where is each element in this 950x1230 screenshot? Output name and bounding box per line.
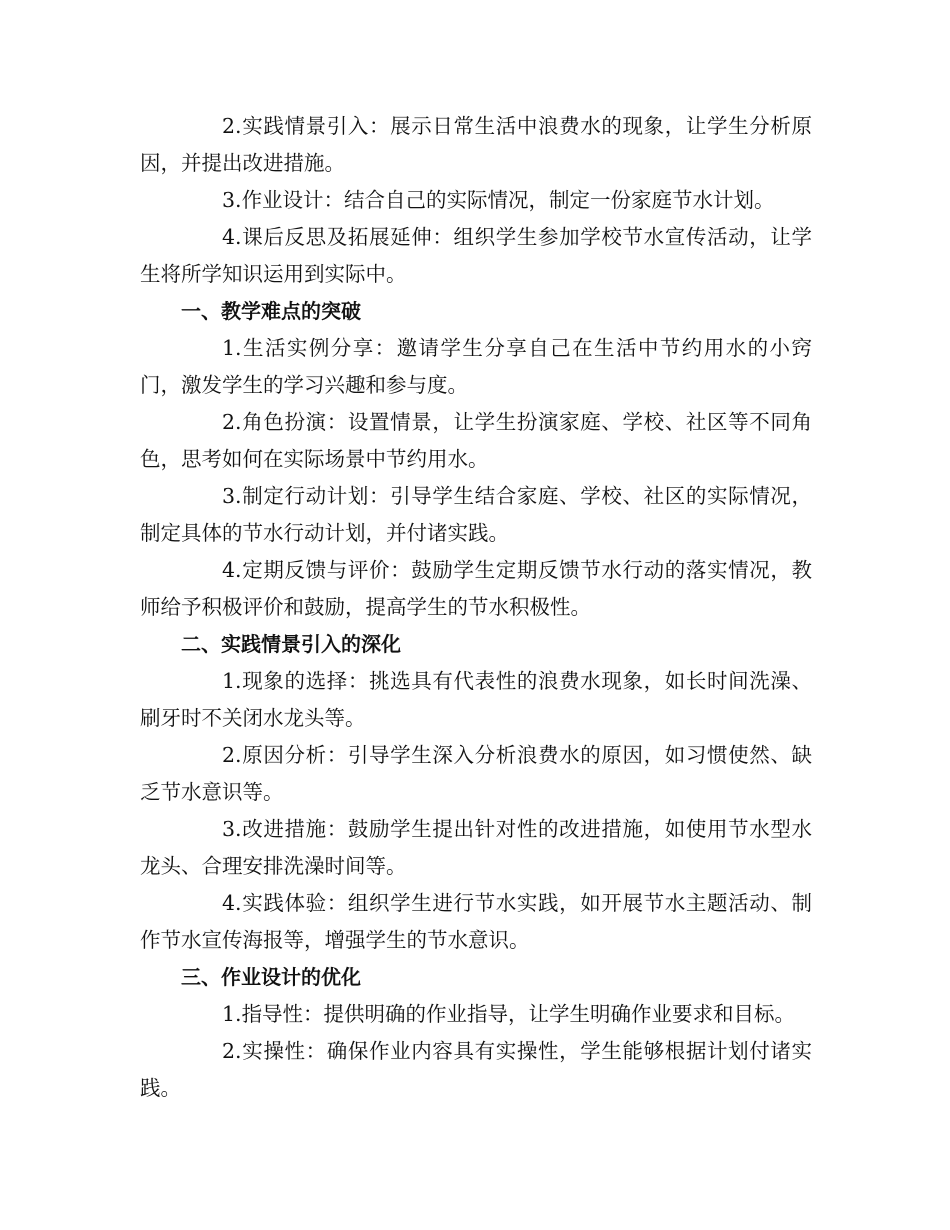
item-text: 实操性：确保作业内容具有实操性，学生能够根据计划付诸实践。 [140, 1039, 812, 1100]
item-text: 实践体验：组织学生进行节水实践，如开展节水主题活动、制作节水宣传海报等，增强学生的节水意识。 [140, 891, 812, 952]
item-number: 2. [222, 114, 242, 138]
item-number: 3. [222, 817, 242, 841]
paragraph [140, 811, 812, 885]
paragraph [140, 478, 812, 552]
section-heading: 一、教学难点的突破 [181, 299, 361, 323]
item-number: 2. [222, 410, 242, 434]
paragraph [140, 1033, 812, 1107]
paragraph [140, 182, 812, 219]
section-heading: 三、作业设计的优化 [181, 965, 361, 989]
item-number: 2. [222, 1039, 242, 1063]
paragraph [140, 219, 812, 293]
item-text: 生活实例分享：邀请学生分享自己在生活中节约用水的小窍门，激发学生的学习兴趣和参与度。 [140, 336, 812, 397]
item-text: 制定行动计划：引导学生结合家庭、学校、社区的实际情况，制定具体的节水行动计划，并付诸实践。 [140, 484, 812, 545]
item-number: 4. [222, 225, 242, 249]
item-number: 2. [222, 743, 242, 767]
paragraph [140, 552, 812, 626]
paragraph [140, 885, 812, 959]
item-text: 实践情景引入：展示日常生活中浪费水的现象，让学生分析原因，并提出改进措施。 [140, 114, 812, 175]
item-number: 1. [222, 1002, 242, 1026]
item-number: 4. [222, 558, 242, 582]
paragraph [140, 108, 812, 182]
document-body [140, 108, 812, 1107]
item-number: 1. [222, 336, 242, 360]
paragraph [140, 330, 812, 404]
item-text: 指导性：提供明确的作业指导，让学生明确作业要求和目标。 [241, 1002, 796, 1026]
paragraph [140, 996, 812, 1033]
paragraph [140, 737, 812, 811]
item-text: 定期反馈与评价：鼓励学生定期反馈节水行动的落实情况，教师给予积极评价和鼓励，提高学生的节水积极性。 [140, 558, 812, 619]
item-text: 现象的选择：挑选具有代表性的浪费水现象，如长时间洗澡、刷牙时不关闭水龙头等。 [140, 669, 812, 730]
item-number: 1. [222, 669, 242, 693]
item-text: 改进措施：鼓励学生提出针对性的改进措施，如使用节水型水龙头、合理安排洗澡时间等。 [140, 817, 812, 878]
item-text: 作业设计：结合自己的实际情况，制定一份家庭节水计划。 [241, 188, 775, 212]
paragraph [140, 663, 812, 737]
item-number: 3. [222, 484, 242, 508]
item-text: 原因分析：引导学生深入分析浪费水的原因，如习惯使然、缺乏节水意识等。 [140, 743, 812, 804]
item-text: 课后反思及拓展延伸：组织学生参加学校节水宣传活动，让学生将所学知识运用到实际中。 [140, 225, 812, 286]
item-number: 4. [222, 891, 242, 915]
item-number: 3. [222, 188, 242, 212]
section-heading: 二、实践情景引入的深化 [181, 632, 401, 656]
paragraph [140, 404, 812, 478]
item-text: 角色扮演：设置情景，让学生扮演家庭、学校、社区等不同角色，思考如何在实际场景中节约用水。 [140, 410, 812, 471]
